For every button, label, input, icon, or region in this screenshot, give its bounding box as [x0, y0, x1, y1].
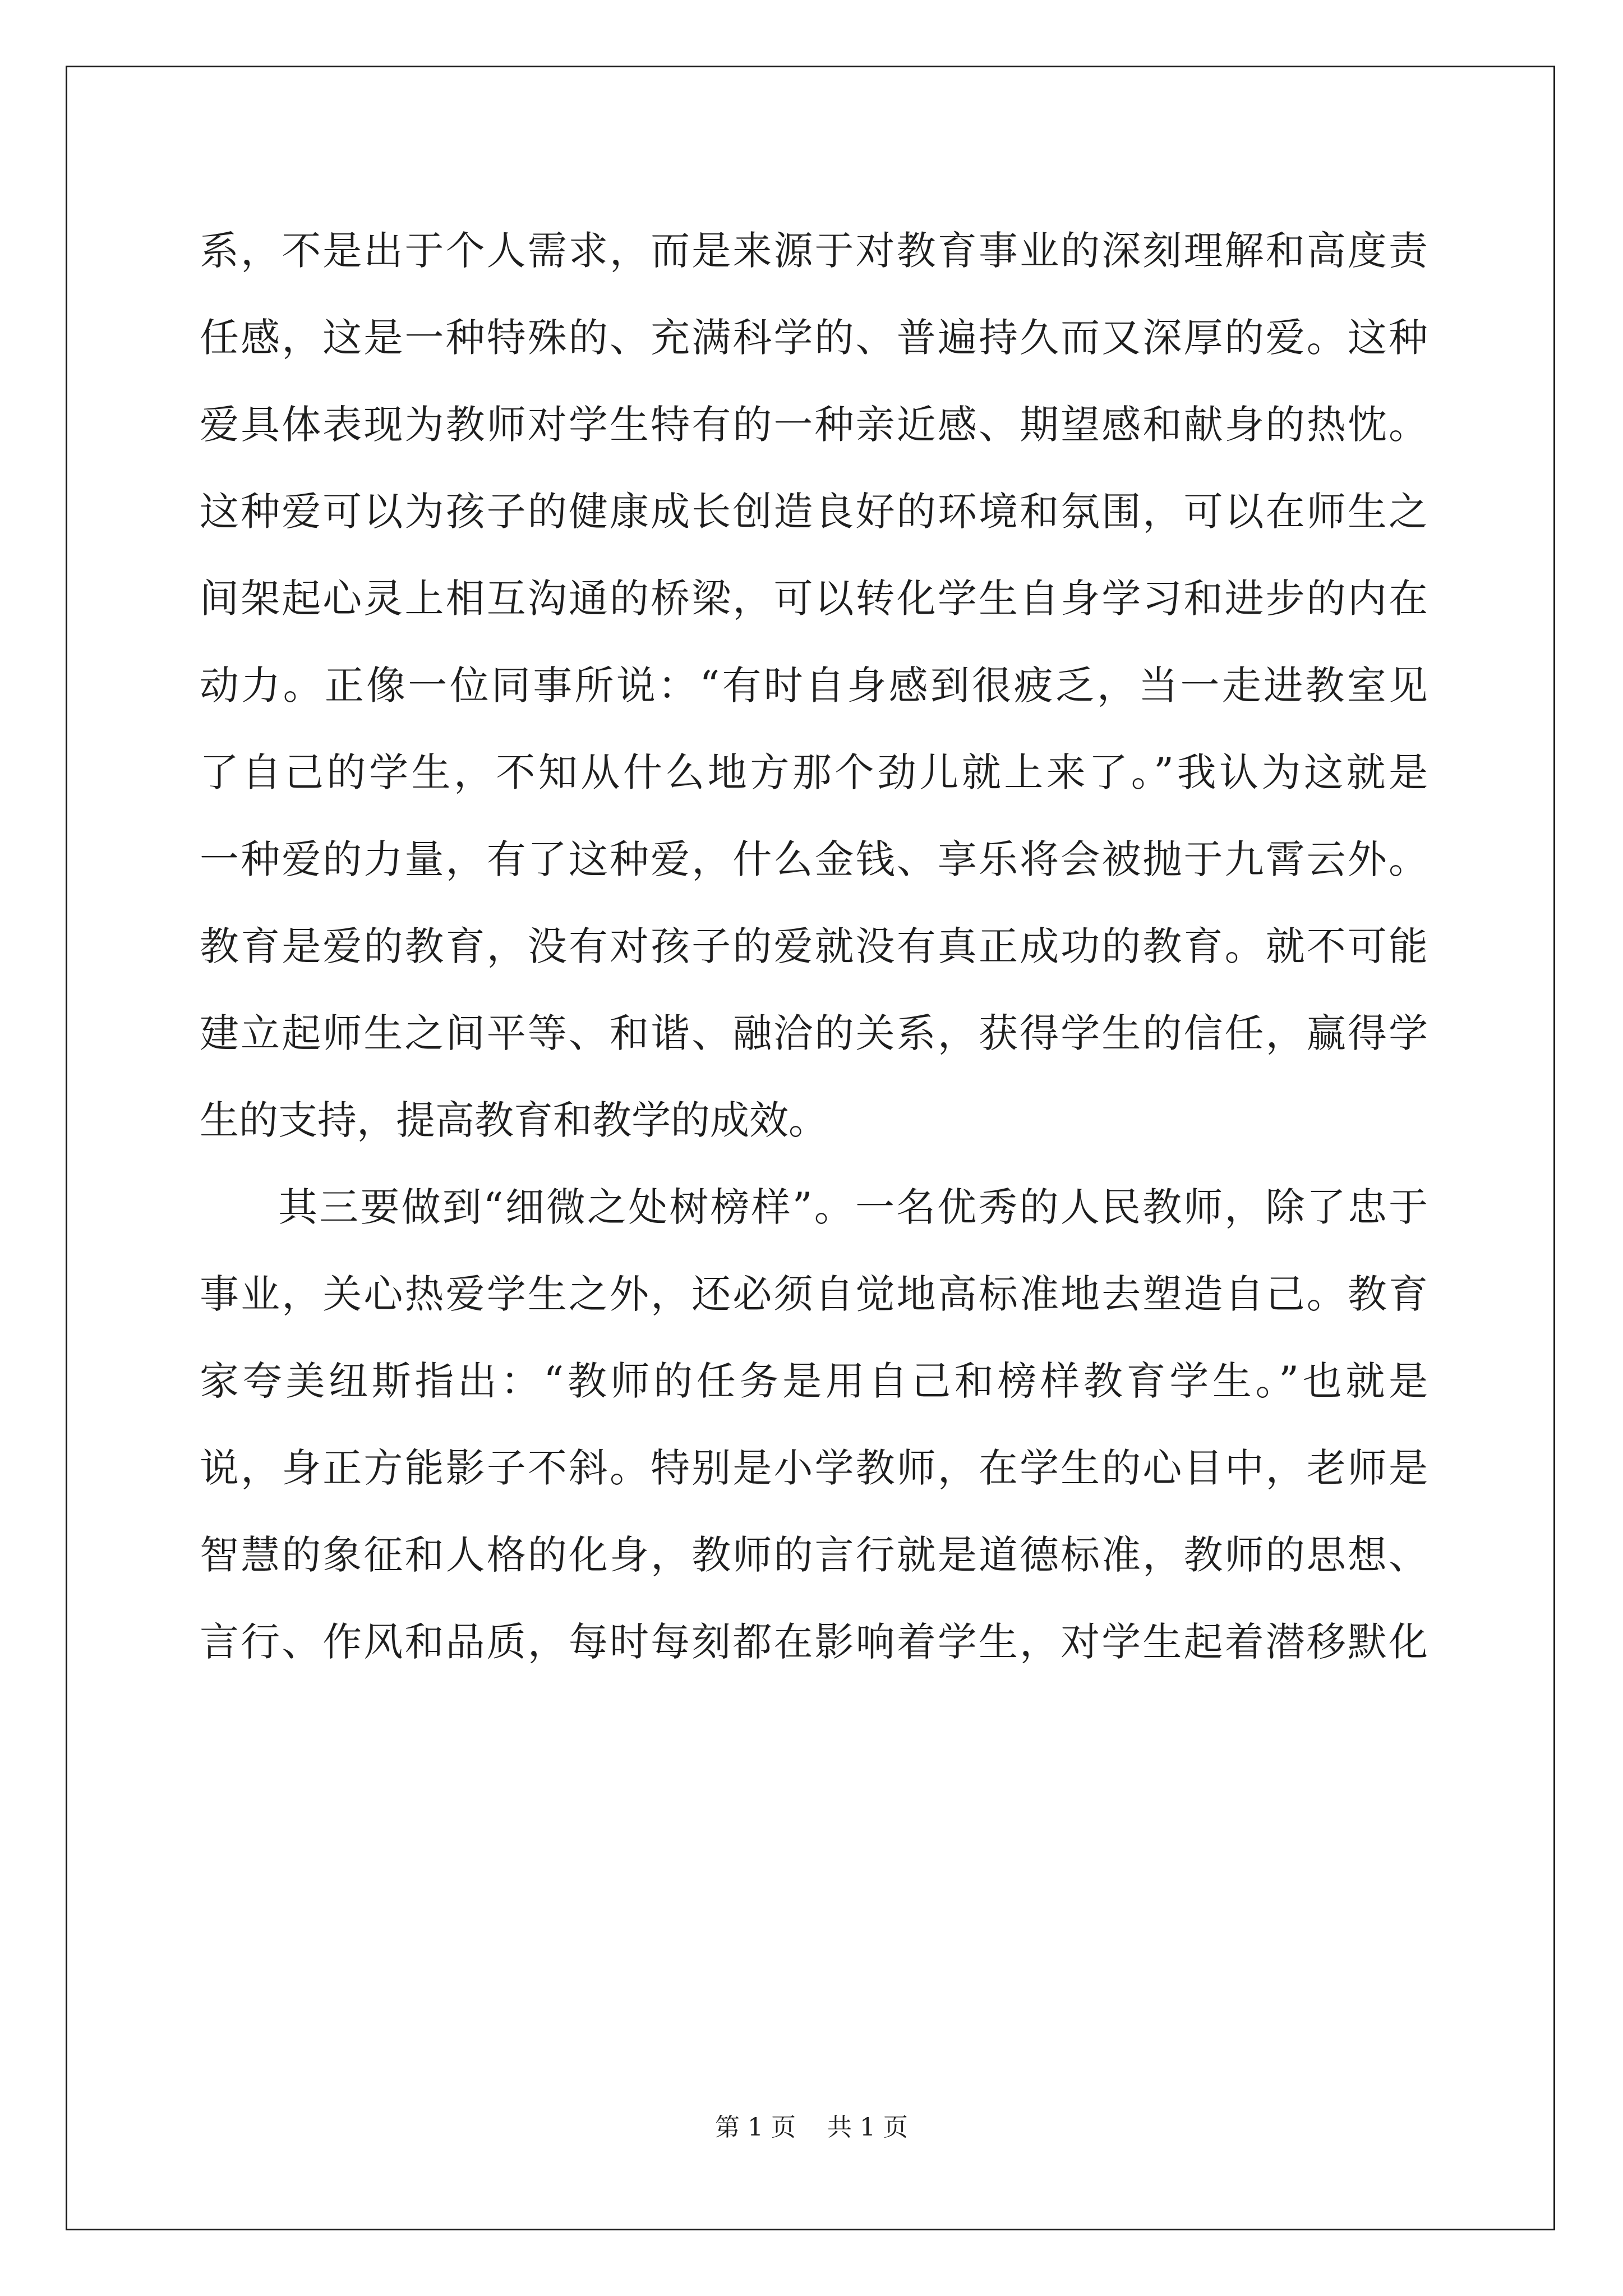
text-line: 爱具体表现为教师对学生特有的一种亲近感、期望感和献身的热忱。: [200, 402, 1428, 448]
text-line: 事业，关心热爱学生之外，还必须自觉地高标准地去塑造自己。教育: [200, 1271, 1428, 1317]
text-line: 了自己的学生，不知从什么地方那个劲儿就上来了。”我认为这就是: [200, 749, 1428, 795]
page-number-footer: 第 1 页 共 1 页: [715, 2113, 908, 2142]
text-line: 其三要做到“细微之处树榜样”。一名优秀的人民教师，除了忠于: [278, 1184, 1428, 1230]
text-line: 家夸美纽斯指出：“教师的任务是用自己和榜样教育学生。”也就是: [200, 1358, 1428, 1404]
text-line: 建立起师生之间平等、和谐、融洽的关系，获得学生的信任，赢得学: [200, 1010, 1428, 1056]
text-line: 教育是爱的教育，没有对孩子的爱就没有真正成功的教育。就不可能: [200, 923, 1428, 969]
text-line: 一种爱的力量，有了这种爱，什么金钱、享乐将会被抛于九霄云外。: [200, 836, 1428, 882]
text-line: 间架起心灵上相互沟通的桥梁，可以转化学生自身学习和进步的内在: [200, 576, 1428, 622]
text-line: 动力。正像一位同事所说：“有时自身感到很疲乏，当一走进教室见: [200, 662, 1428, 708]
text-line: 系，不是出于个人需求，而是来源于对教育事业的深刻理解和高度责: [200, 228, 1428, 274]
text-line: 任感，这是一种特殊的、充满科学的、普遍持久而又深厚的爱。这种: [200, 315, 1428, 361]
text-line: 智慧的象征和人格的化身，教师的言行就是道德标准，教师的思想、: [200, 1532, 1428, 1578]
text-line: 言行、作风和品质，每时每刻都在影响着学生，对学生起着潜移默化: [200, 1619, 1428, 1665]
document-body: [200, 208, 1428, 1686]
text-line: 这种爱可以为孩子的健康成长创造良好的环境和氛围，可以在师生之: [200, 489, 1428, 535]
text-line: 生的支持，提高教育和教学的成效。: [200, 1097, 828, 1143]
text-line: 说，身正方能影子不斜。特别是小学教师，在学生的心目中，老师是: [200, 1445, 1428, 1491]
